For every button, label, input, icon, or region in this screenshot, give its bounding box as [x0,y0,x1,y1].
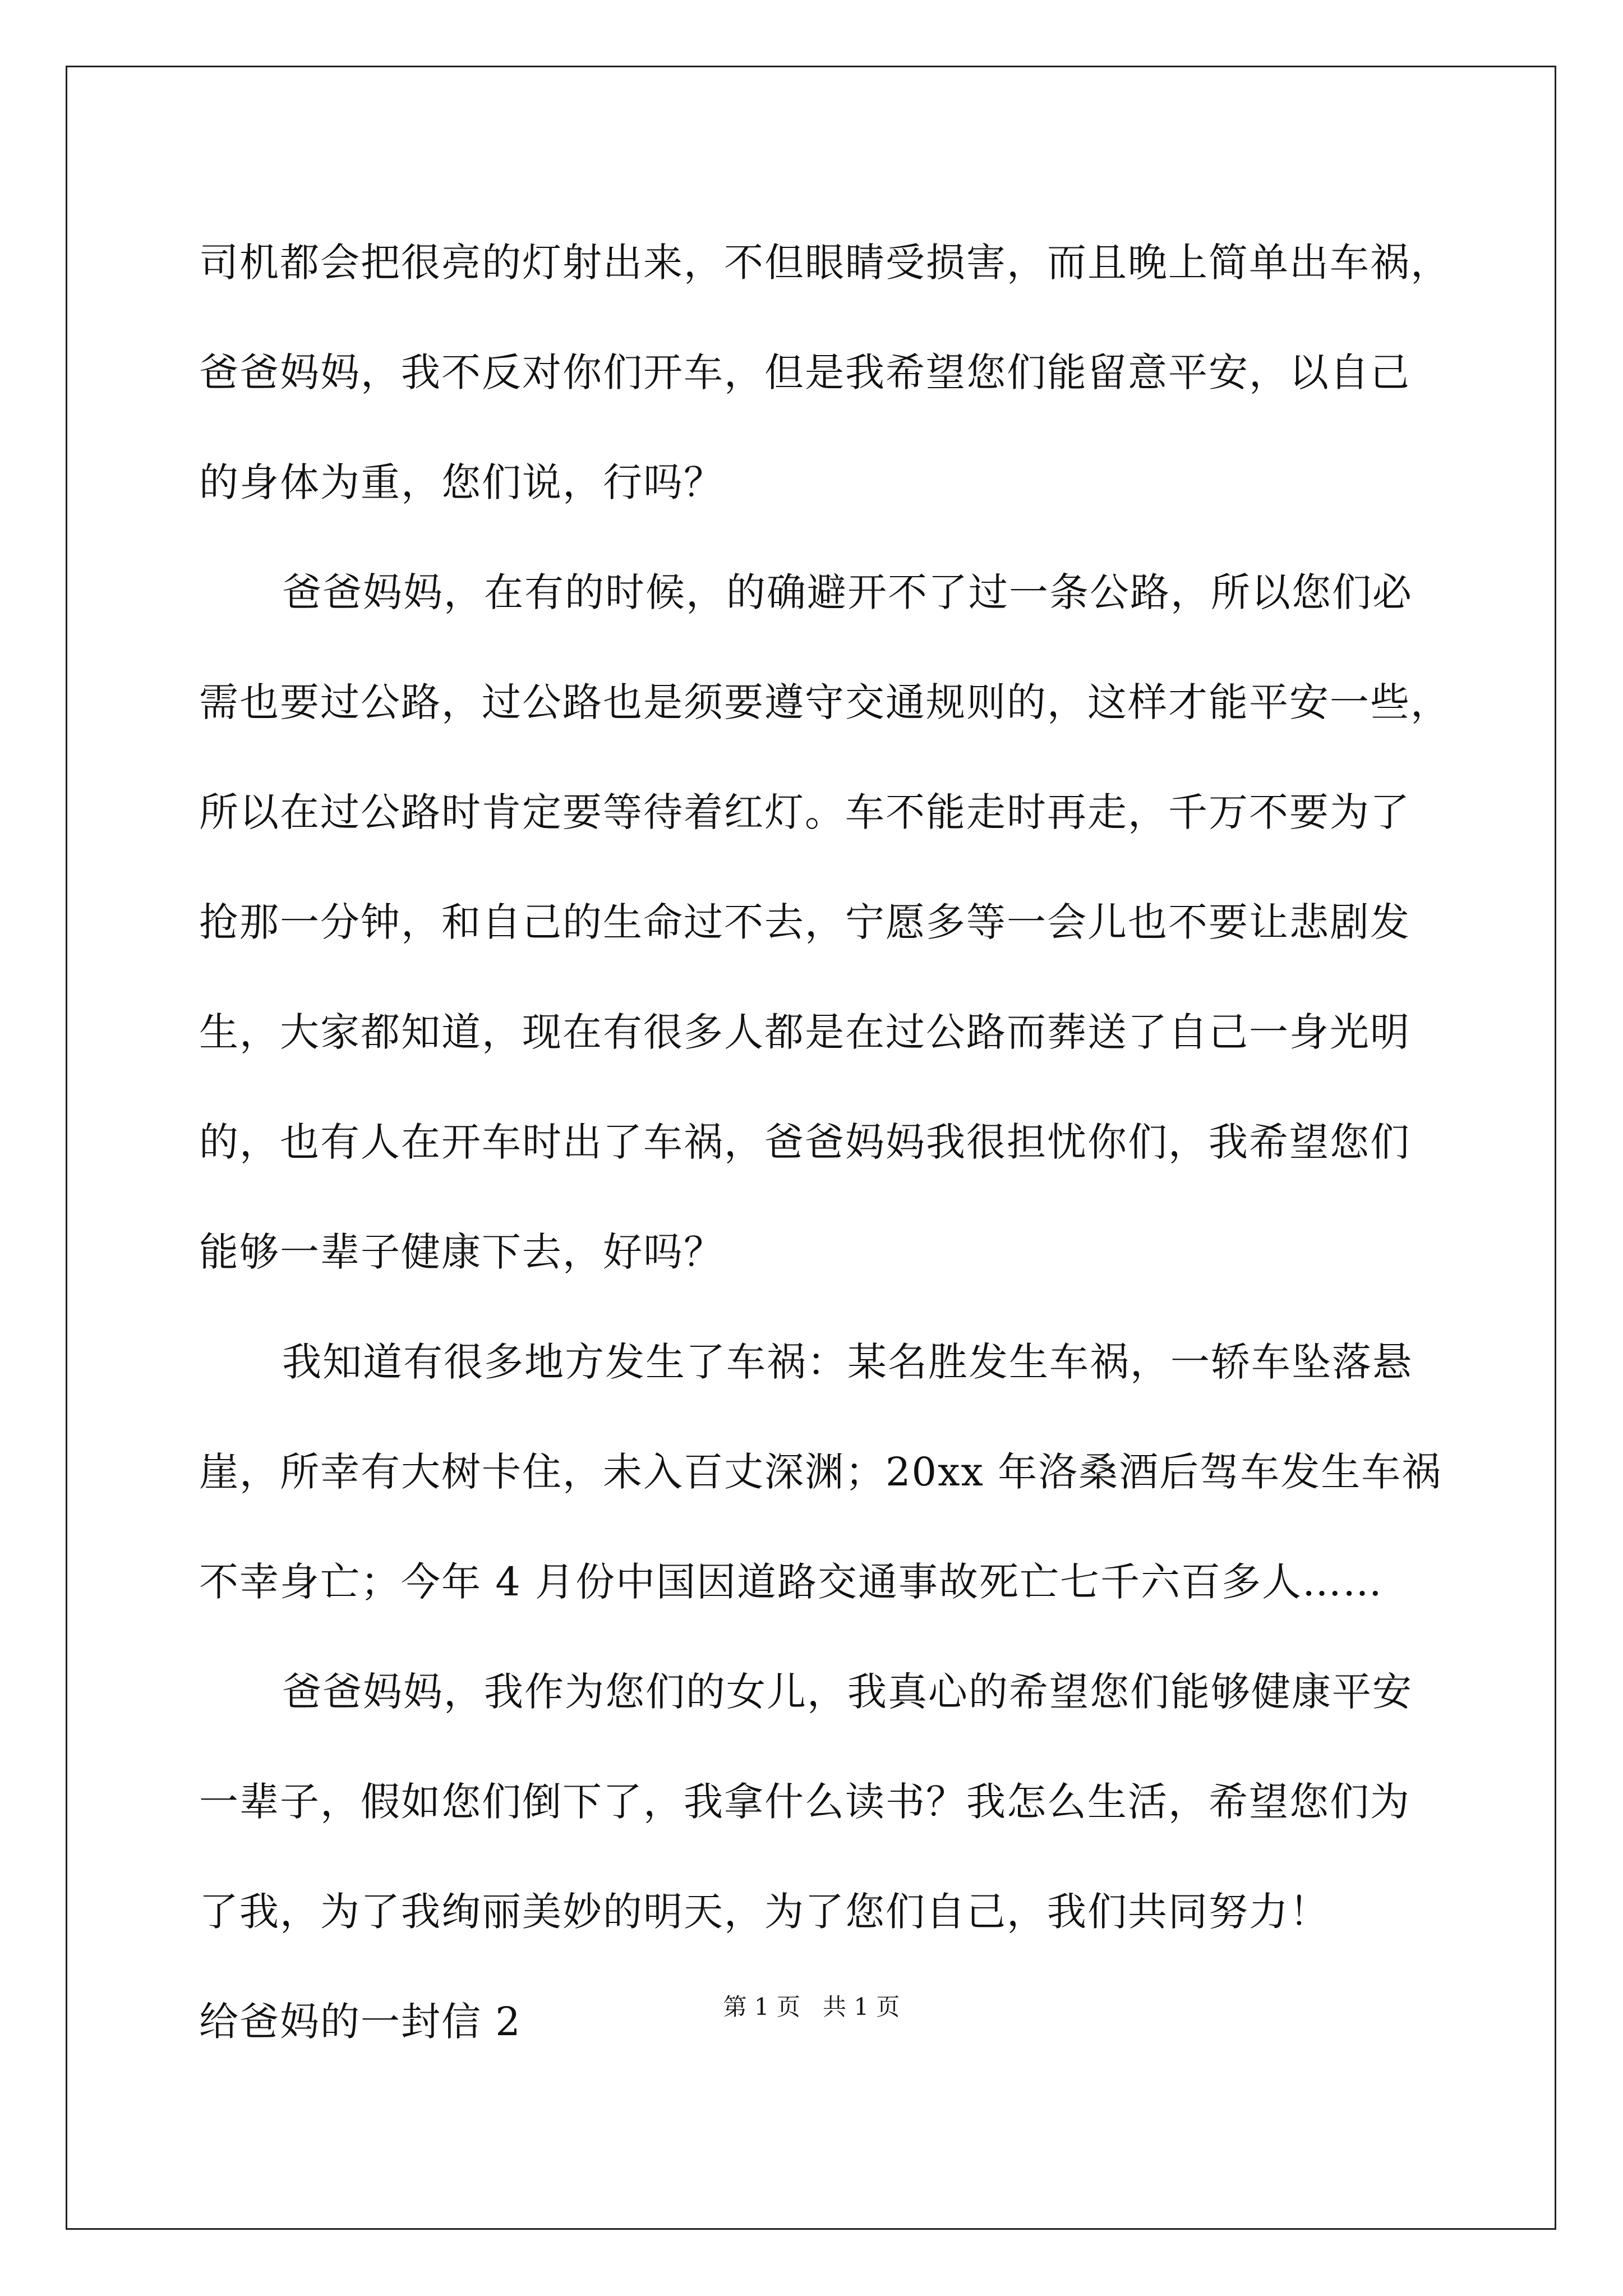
text-line-3: 的身体为重，您们说，行吗？ [199,459,724,505]
page-footer [0,1989,1623,2022]
text-line-6: 所以在过公路时肯定要等待着红灯。车不能走时再走，千万不要为了 [199,789,1410,835]
text-line-5: 需也要过公路，过公路也是须要遵守交通规则的，这样才能平安一些， [199,679,1451,725]
page-total: 共 1 页 [823,1993,900,2021]
text-line-15: 一辈子，假如您们倒下了，我拿什么读书？我怎么生活，希望您们为 [199,1779,1410,1825]
page-number: 第 1 页 [723,1993,800,2021]
text-line-16: 了我，为了我绚丽美妙的明天，为了您们自己，我们共同努力！ [199,1889,1330,1935]
text-line-9: 的，也有人在开车时出了车祸，爸爸妈妈我很担忧你们，我希望您们 [199,1119,1410,1165]
document-body [199,208,1458,2077]
text-line-1: 司机都会把很亮的灯射出来，不但眼睛受损害，而且晚上简单出车祸， [199,240,1451,286]
text-line-2: 爸爸妈妈，我不反对你们开车，但是我希望您们能留意平安，以自己 [199,349,1410,395]
text-line-10: 能够一辈子健康下去，好吗？ [199,1229,724,1275]
section-heading: 给爸妈的一封信 2 [199,1999,522,2045]
text-line-13: 不幸身亡；今年 4 月份中国因道路交通事故死亡七千六百多人…… [199,1559,1384,1605]
text-line-4: 爸爸妈妈，在有的时候，的确避开不了过一条公路，所以您们必 [282,569,1413,615]
text-line-12: 崖，所幸有大树卡住，未入百丈深渊；20xx 年洛桑酒后驾车发生车祸 [199,1449,1442,1495]
text-line-11: 我知道有很多地方发生了车祸：某名胜发生车祸，一轿车坠落悬 [282,1339,1413,1385]
text-line-14: 爸爸妈妈，我作为您们的女儿，我真心的希望您们能够健康平安 [282,1669,1413,1715]
text-line-8: 生，大家都知道，现在有很多人都是在过公路而葬送了自己一身光明 [199,1009,1410,1055]
text-line-7: 抢那一分钟，和自己的生命过不去，宁愿多等一会儿也不要让悲剧发 [199,899,1410,945]
